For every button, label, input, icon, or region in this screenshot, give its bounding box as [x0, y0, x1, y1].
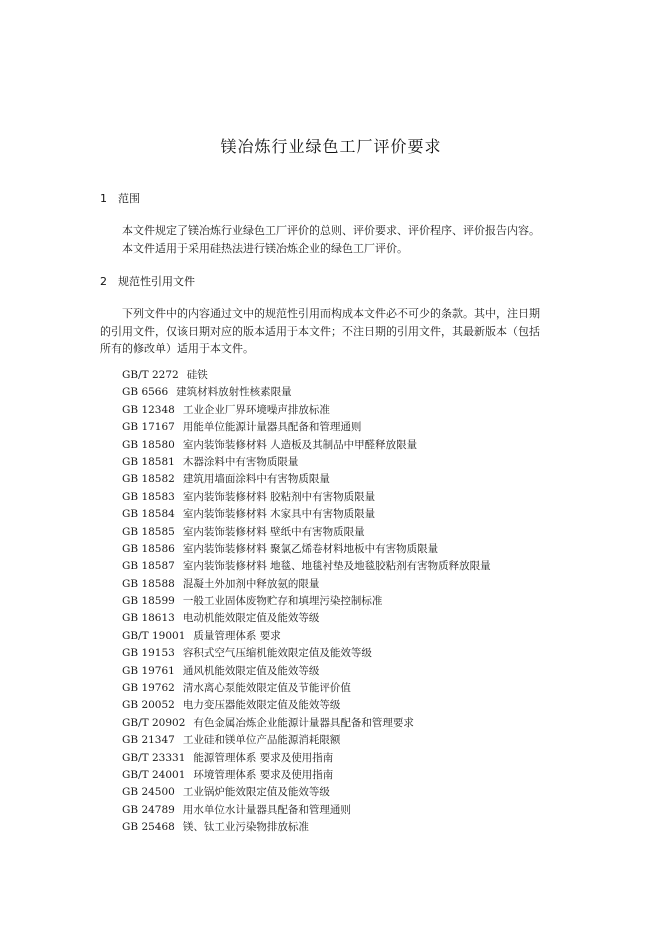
reference-title: 容积式空气压缩机能效限定值及能效等级 — [182, 647, 372, 660]
reference-item — [122, 784, 491, 801]
reference-title: 一般工业固体废物贮存和填埋污染控制标准 — [182, 595, 383, 608]
reference-item — [122, 471, 491, 488]
reference-item — [122, 750, 491, 767]
reference-title: 电动机能效限定值及能效等级 — [182, 612, 320, 625]
reference-item — [122, 767, 491, 784]
reference-item — [122, 419, 491, 436]
reference-code: GB/T 24001 — [122, 768, 186, 781]
reference-code: GB 18599 — [122, 595, 175, 608]
reference-title: 室内装饰装修材料 人造板及其制品中甲醛释放限量 — [182, 438, 418, 451]
reference-item — [122, 802, 491, 819]
section-1-number: 1 — [100, 192, 107, 205]
section-2-title: 规范性引用文件 — [118, 275, 195, 288]
reference-code: GB 18613 — [122, 612, 175, 625]
reference-code: GB/T 20902 — [122, 716, 186, 729]
reference-title: 质量管理体系 要求 — [193, 629, 281, 642]
reference-item — [122, 732, 491, 749]
reference-title: 木器涂料中有害物质限量 — [182, 455, 299, 468]
paragraph-line: 本文件规定了镁冶炼行业绿色工厂评价的总则、评价要求、评价程序、评价报告内容。 — [122, 224, 540, 237]
reference-title: 室内装饰装修材料 聚氯乙烯卷材料地板中有害物质限量 — [182, 542, 439, 555]
reference-title: 工业锅炉能效限定值及能效等级 — [182, 786, 330, 799]
reference-item — [122, 628, 491, 645]
reference-item — [122, 697, 491, 714]
reference-item — [122, 576, 491, 593]
reference-title: 建筑用墙面涂料中有害物质限量 — [182, 473, 330, 486]
reference-code: GB 17167 — [122, 421, 175, 434]
reference-item — [122, 645, 491, 662]
reference-item — [122, 454, 491, 471]
reference-item — [122, 489, 491, 506]
reference-code: GB 18584 — [122, 508, 175, 521]
reference-item — [122, 524, 491, 541]
reference-item — [122, 384, 491, 401]
reference-code: GB 19762 — [122, 682, 175, 695]
reference-item — [122, 715, 491, 732]
reference-code: GB 18580 — [122, 438, 175, 451]
reference-item — [122, 437, 491, 454]
reference-title: 室内装饰装修材料 胶粘剂中有害物质限量 — [182, 490, 376, 503]
document-title: 镁冶炼行业绿色工厂评价要求 — [220, 137, 442, 156]
paragraph-line: 下列文件中的内容通过文中的规范性引用而构成本文件必不可少的条款。其中，注日期 — [122, 307, 540, 320]
reference-code: GB 18588 — [122, 577, 175, 590]
section-1-body — [100, 222, 580, 257]
reference-code: GB 19761 — [122, 664, 175, 677]
reference-title: 混凝土外加剂中释放氨的限量 — [182, 577, 320, 590]
reference-code: GB 20052 — [122, 699, 175, 712]
section-1-title: 范围 — [118, 192, 140, 205]
reference-code: GB 19153 — [122, 647, 175, 660]
reference-item — [122, 680, 491, 697]
reference-code: GB 18583 — [122, 490, 175, 503]
reference-title: 室内装饰装修材料 壁纸中有害物质限量 — [182, 525, 365, 538]
reference-title: 通风机能效限定值及能效等级 — [182, 664, 320, 677]
reference-title: 清水离心泵能效限定值及节能评价值 — [182, 682, 351, 695]
reference-title: 建筑材料放射性核素限量 — [176, 386, 292, 399]
reference-title: 室内装饰装修材料 木家具中有害物质限量 — [182, 508, 376, 521]
reference-code: GB 18586 — [122, 542, 175, 555]
section-2-number: 2 — [100, 275, 107, 288]
reference-title: 室内装饰装修材料 地毯、地毯衬垫及地毯胶粘剂有害物质释放限量 — [182, 560, 491, 573]
reference-title: 环境管理体系 要求及使用指南 — [193, 768, 334, 781]
reference-code: GB 24500 — [122, 786, 175, 799]
reference-title: 镁、钛工业污染物排放标准 — [182, 821, 309, 834]
reference-title: 用能单位能源计量器具配备和管理通则 — [182, 421, 362, 434]
reference-title: 工业硅和镁单位产品能源消耗限额 — [182, 734, 341, 747]
reference-title: 电力变压器能效限定值及能效等级 — [182, 699, 341, 712]
reference-title: 用水单位水计量器具配备和管理通则 — [182, 803, 351, 816]
reference-code: GB 6566 — [122, 386, 169, 399]
reference-item — [122, 610, 491, 627]
reference-item — [122, 819, 491, 836]
reference-item — [122, 541, 491, 558]
reference-list — [122, 367, 491, 837]
section-2-body — [100, 305, 580, 358]
reference-code: GB 18581 — [122, 455, 175, 468]
reference-code: GB 18587 — [122, 560, 175, 573]
reference-code: GB 21347 — [122, 734, 175, 747]
reference-item — [122, 506, 491, 523]
reference-code: GB/T 19001 — [122, 629, 186, 642]
reference-title: 工业企业厂界环境噪声排放标准 — [182, 403, 330, 416]
reference-item — [122, 402, 491, 419]
reference-item — [122, 663, 491, 680]
paragraph-line: 所有的修改单）适用于本文件。 — [100, 342, 254, 355]
reference-item — [122, 558, 491, 575]
paragraph-line: 本文件适用于采用硅热法进行镁冶炼企业的绿色工厂评价。 — [122, 241, 408, 255]
reference-code: GB 24789 — [122, 803, 175, 816]
reference-item — [122, 593, 491, 610]
reference-code: GB 25468 — [122, 821, 175, 834]
reference-code: GB/T 2272 — [122, 369, 179, 381]
reference-title: 能源管理体系 要求及使用指南 — [193, 751, 334, 764]
section-2-heading — [100, 273, 195, 289]
paragraph-line: 的引用文件，仅该日期对应的版本适用于本文件；不注日期的引用文件，其最新版本（包括 — [100, 324, 540, 338]
reference-code: GB/T 23331 — [122, 751, 186, 764]
section-1-heading — [100, 190, 140, 206]
reference-code: GB 18582 — [122, 473, 175, 486]
reference-title: 硅铁 — [186, 369, 208, 381]
reference-code: GB 18585 — [122, 525, 175, 538]
reference-title: 有色金属冶炼企业能源计量器具配备和管理要求 — [193, 716, 414, 729]
reference-item — [122, 367, 491, 384]
reference-code: GB 12348 — [122, 403, 175, 416]
